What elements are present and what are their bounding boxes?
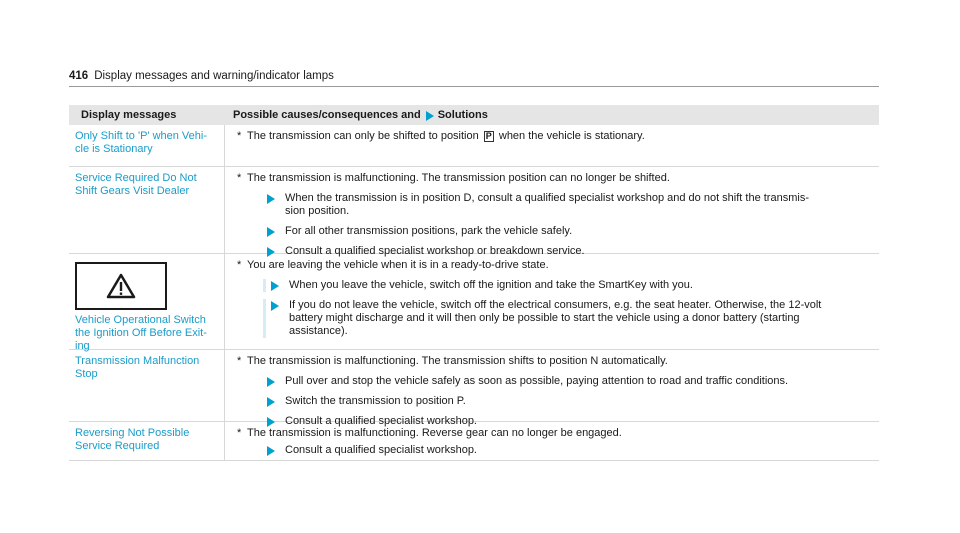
display-message: Service Required Do Not Shift Gears Visit Dealer — [69, 167, 225, 253]
cause: * The transmission is malfunctioning. The transmission shifts to position N automatically. — [237, 355, 668, 367]
display-message: Only Shift to 'P' when Vehi- cle is Stationary — [69, 125, 225, 166]
table-row — [69, 167, 879, 257]
causes-cell — [225, 125, 879, 166]
solution-step: Consult a qualified specialist workshop. — [237, 415, 873, 428]
solution-step: For all other transmission positions, park the vehicle safely. — [237, 225, 873, 238]
col-causes-label: Possible causes/consequences and — [233, 109, 421, 121]
gear-p-icon: P — [485, 131, 492, 141]
triangle-arrow-icon — [426, 111, 434, 121]
causes-cell — [225, 167, 879, 257]
cause: * The transmission can only be shifted to position P when the vehicle is stationary. — [237, 130, 645, 142]
display-message: Transmission Malfunction Stop — [69, 350, 225, 421]
cause: * You are leaving the vehicle when it is in a ready-to-drive state. — [237, 259, 549, 271]
solution-step: Consult a qualified specialist workshop. — [237, 444, 873, 457]
solution-step: When you leave the vehicle, switch off the ignition and take the SmartKey with you. — [263, 279, 873, 292]
warning-triangle-icon — [75, 262, 167, 310]
messages-table — [69, 105, 879, 461]
col-solutions-label: Solutions — [437, 109, 488, 121]
solution-step: Consult a qualified specialist workshop or breakdown service. — [237, 245, 873, 258]
cause: * The transmission is malfunctioning. The transmission position can no longer be shifted. — [237, 172, 670, 184]
cause: * The transmission is malfunctioning. Reverse gear can no longer be engaged. — [237, 427, 622, 439]
display-message: Reversing Not Possible Service Required — [69, 422, 225, 460]
triangle-arrow-icon — [271, 301, 279, 311]
triangle-arrow-icon — [271, 281, 279, 291]
causes-cell — [225, 254, 879, 349]
page-title: Display messages and warning/indicator lamps — [94, 70, 334, 82]
solution-step: When the transmission is in position D, consult a qualified specialist workshop and do not shift the transmis- sion position. — [237, 192, 873, 218]
triangle-arrow-icon — [267, 227, 275, 237]
solution-step: Switch the transmission to position P. — [237, 395, 873, 408]
causes-cell — [225, 350, 879, 427]
page-number: 416 — [69, 70, 89, 82]
triangle-arrow-icon — [267, 194, 275, 204]
triangle-arrow-icon — [267, 377, 275, 387]
causes-cell — [225, 422, 879, 460]
table-row — [69, 254, 879, 350]
table-row — [69, 422, 879, 461]
triangle-arrow-icon — [267, 397, 275, 407]
table-row — [69, 350, 879, 427]
col-display-messages: Display messages — [81, 108, 177, 121]
triangle-arrow-icon — [267, 446, 275, 456]
page-header — [69, 70, 879, 87]
message-text: Vehicle Operational Switch the Ignition Off Before Exit- ing — [75, 314, 207, 352]
table-row — [69, 125, 879, 167]
display-message — [69, 254, 225, 352]
solution-step: Pull over and stop the vehicle safely as soon as possible, paying attention to road and traffic conditions. — [237, 375, 873, 388]
solution-step: If you do not leave the vehicle, switch off the electrical consumers, e.g. the seat heater. Otherwise, the 12-volt battery might discharge and it will then only be possible to start the vehicle using a donor battery (starting assistance). — [263, 299, 873, 338]
col-causes — [225, 104, 879, 126]
table-header — [69, 105, 879, 125]
